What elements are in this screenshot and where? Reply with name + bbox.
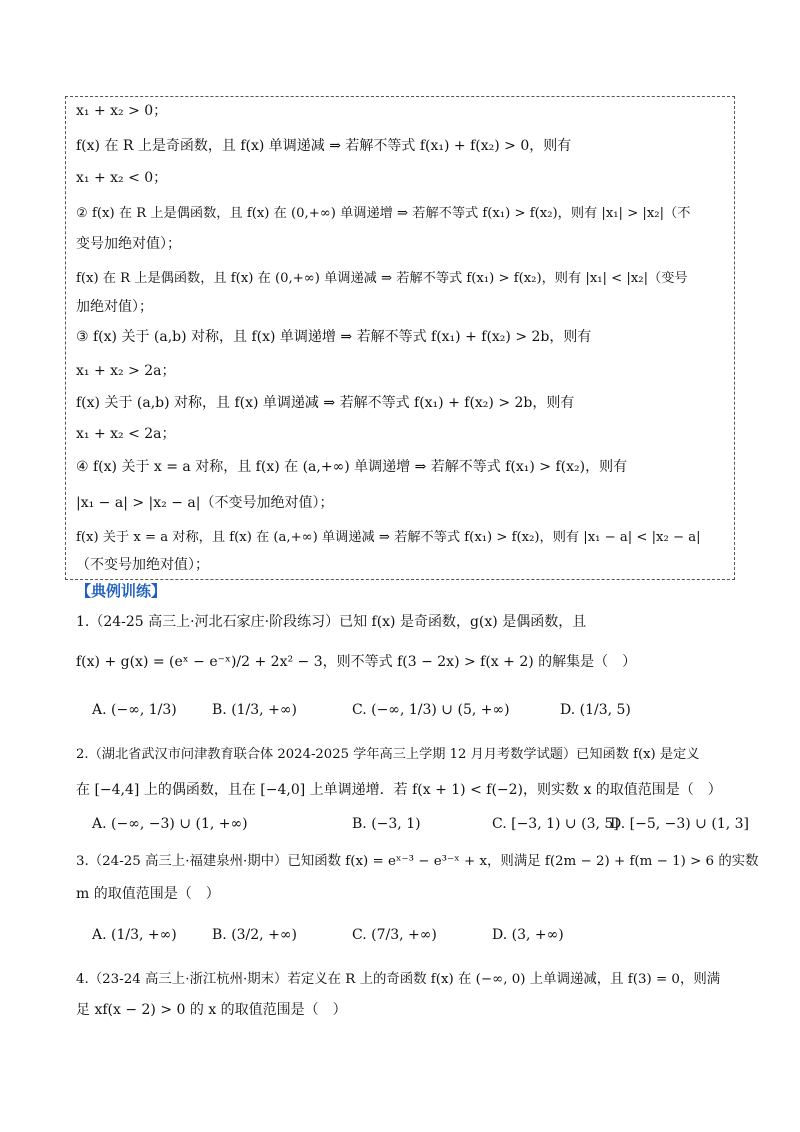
question-2-line-1: 2.（湖北省武汉市问津教育联合体 2024-2025 学年高三上学期 12 月月考数学试题）已知函数 f(x) 是定义 <box>76 747 700 762</box>
section-title: 【典例训练】 <box>76 582 167 600</box>
box-line: ④ f(x) 关于 x = a 对称，且 f(x) 在 (a,+∞) 单调递增 ⇒ 若解不等式 f(x₁) > f(x₂)，则有 <box>76 459 628 475</box>
q3-option-c: C. (7/3, +∞) <box>352 927 437 943</box>
question-1-line-1: 1.（24-25 高三上·河北石家庄·阶段练习）已知 f(x) 是奇函数，g(x) 是偶函数，且 <box>76 614 587 630</box>
box-line: |x₁ − a| > |x₂ − a|（不变号加绝对值）； <box>76 495 334 511</box>
box-line: x₁ + x₂ > 2a； <box>76 363 176 379</box>
q2-option-a: A. (−∞, −3) ∪ (1, +∞) <box>92 816 248 832</box>
box-line: 加绝对值）； <box>76 299 153 315</box>
box-line: f(x) 关于 x = a 对称，且 f(x) 在 (a,+∞) 单调递减 ⇒ 若解不等式 f(x₁) > f(x₂)，则有 |x₁ − a| < |x₂ − a| <box>76 530 701 545</box>
box-line: f(x) 关于 (a,b) 对称，且 f(x) 单调递减 ⇒ 若解不等式 f(x₁) + f(x₂) > 2b，则有 <box>76 395 575 411</box>
box-line: ② f(x) 在 R 上是偶函数，且 f(x) 在 (0,+∞) 单调递增 ⇒ 若解不等式 f(x₁) > f(x₂)，则有 |x₁| > |x₂|（不 <box>76 206 691 221</box>
question-1-line-2: f(x) + g(x) = (eˣ − e⁻ˣ)/2 + 2x² − 3，则不等式 f(3 − 2x) > f(x + 2) 的解集是（ ） <box>76 654 637 670</box>
q3-option-d: D. (3, +∞) <box>492 927 564 943</box>
q2-option-d: D. [−5, −3) ∪ (1, 3] <box>610 816 749 832</box>
question-3-line-2: m 的取值范围是（ ） <box>76 886 220 902</box>
question-4-line-2: 足 xf(x − 2) > 0 的 x 的取值范围是（ ） <box>76 1002 347 1018</box>
q1-option-d: D. (1/3, 5) <box>560 702 631 718</box>
box-line: ③ f(x) 关于 (a,b) 对称，且 f(x) 单调递增 ⇒ 若解不等式 f(x₁) + f(x₂) > 2b，则有 <box>76 329 592 345</box>
q1-option-a: A. (−∞, 1/3) <box>92 702 177 718</box>
q2-option-b: B. (−3, 1) <box>352 816 421 832</box>
q1-option-b: B. (1/3, +∞) <box>212 702 297 718</box>
box-line: x₁ + x₂ > 0； <box>76 103 168 119</box>
question-4-line-1: 4.（23-24 高三上·浙江杭州·期末）若定义在 R 上的奇函数 f(x) 在 (−∞, 0) 上单调递减，且 f(3) = 0，则满 <box>76 972 721 987</box>
question-3-line-1: 3.（24-25 高三上·福建泉州·期中）已知函数 f(x) = eˣ⁻³ − e³⁻ˣ + x，则满足 f(2m − 2) + f(m − 1) > 6 的实数 <box>76 854 759 869</box>
question-2-line-2: 在 [−4,4] 上的偶函数，且在 [−4,0] 上单调递增．若 f(x + 1) < f(−2)，则实数 x 的取值范围是（ ） <box>76 782 722 798</box>
q3-option-b: B. (3/2, +∞) <box>212 927 297 943</box>
box-line: （不变号加绝对值）； <box>76 557 209 573</box>
q2-option-c: C. [−3, 1) ∪ (3, 5] <box>492 816 619 832</box>
box-line: x₁ + x₂ < 2a； <box>76 426 176 442</box>
q3-option-a: A. (1/3, +∞) <box>92 927 177 943</box>
q1-option-c: C. (−∞, 1/3) ∪ (5, +∞) <box>352 702 510 718</box>
box-line: f(x) 在 R 上是偶函数，且 f(x) 在 (0,+∞) 单调递减 ⇒ 若解不等式 f(x₁) > f(x₂)，则有 |x₁| < |x₂|（变号 <box>76 271 688 286</box>
box-line: 变号加绝对值）； <box>76 236 181 252</box>
box-line: f(x) 在 R 上是奇函数，且 f(x) 单调递减 ⇒ 若解不等式 f(x₁) + f(x₂) > 0，则有 <box>76 138 572 154</box>
box-line: x₁ + x₂ < 0； <box>76 170 168 186</box>
